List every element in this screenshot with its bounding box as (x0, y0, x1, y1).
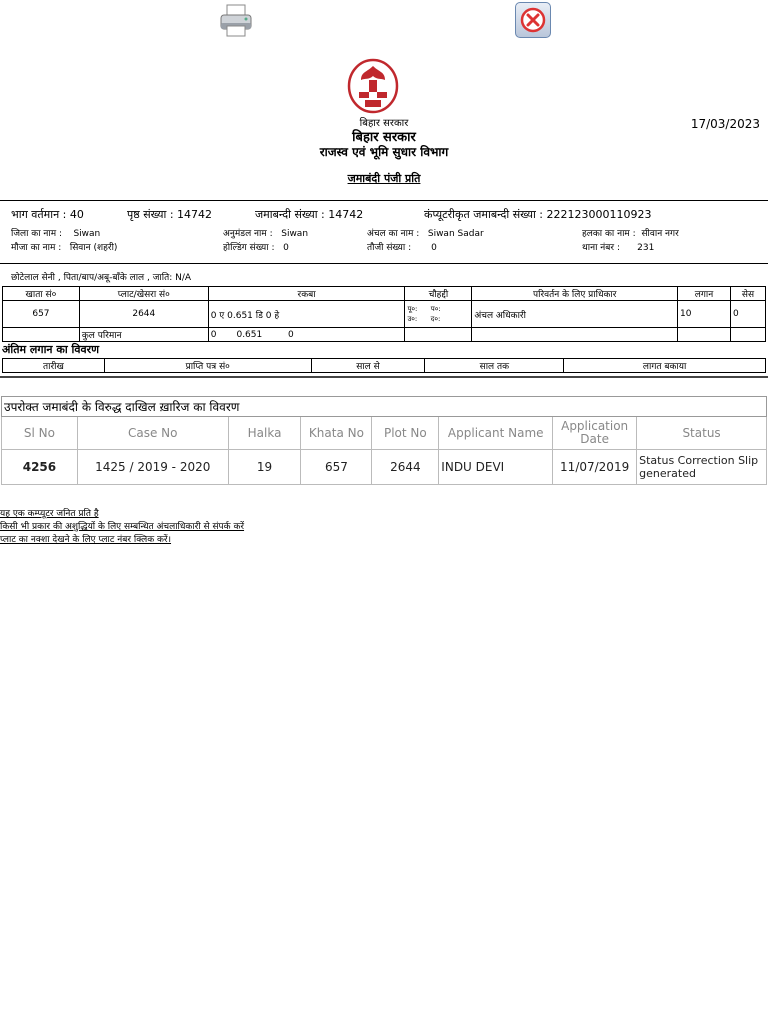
computerized-jamabandi-field: कंप्यूटरीकृत जमाबन्दी संख्या : 222123000110923 (424, 208, 652, 221)
total-area: 0 0.651 0 (208, 328, 405, 342)
details-divider (0, 263, 768, 264)
holding-field: होल्डिंग संख्या : 0 (223, 243, 289, 253)
halka-field: हलका का नाम : सीवान नगर (582, 229, 679, 239)
lagan-section-title: अंतिम लगान का विवरण (2, 343, 100, 356)
bihar-emblem-icon (347, 58, 399, 114)
mauza-field: मौजा का नाम : सिवान (शहरी) (11, 243, 118, 253)
tauzi-field: तौजी संख्या : 0 (367, 243, 437, 253)
footer-note-2: किसी भी प्रकार की अशुद्धियों के लिए सम्बन्धित अंचलाधिकारी से संपर्क करें (0, 522, 245, 532)
thana-field: थाना नंबर : 231 (582, 243, 655, 253)
footer-note-3: प्लाट का नक्शा देखने के लिए प्लाट नंबर क्लिक करें। (0, 535, 172, 545)
document-title: जमाबंदी पंजी प्रति (347, 172, 421, 185)
mutation-table-header: Sl No Case No Halka Khata No Plot No Applicant Name Application Date Status (2, 417, 767, 450)
table-row: कुल परिमान 0 0.651 0 (3, 328, 766, 342)
printer-icon (218, 2, 254, 38)
district-field: जिला का नाम : Siwan (11, 229, 101, 239)
plot-link[interactable]: 2644 (79, 301, 208, 328)
lagan-table (2, 358, 766, 373)
chauhaddi-cell: पू०: प०: उ०: द०: (405, 301, 472, 328)
land-table-header: खाता सं० प्लाट/खेसरा सं० रकबा चौहद्दी परिवर्तन के लिए प्राधिकार लगान सेस (3, 287, 766, 301)
lagan-table-header: तारीख प्राप्ति पत्र सं० साल से साल तक लागत बकाया (3, 359, 766, 373)
table-row: 4256 1425 / 2019 - 2020 19 657 2644 INDU DEVI 11/07/2019 Status Correction Slip generated (2, 450, 767, 485)
emblem-caption: बिहार सरकार (359, 118, 409, 129)
lagan-divider (0, 376, 768, 378)
government-name: बिहार सरकार (352, 130, 416, 145)
footer-note-1: यह एक कम्प्यूटर जनित प्रति है (0, 509, 99, 519)
land-table (2, 286, 766, 342)
page-number-field: पृष्ठ संख्या : 14742 (127, 208, 213, 221)
jamabandi-number-field: जमाबन्दी संख्या : 14742 (255, 208, 364, 221)
status-cell: Status Correction Slip generated (637, 450, 767, 485)
close-icon (520, 7, 546, 33)
department-name: राजस्व एवं भूमि सुधार विभाग (319, 145, 449, 159)
print-date: 17/03/2023 (690, 117, 760, 131)
mutation-table (1, 396, 767, 485)
print-button[interactable] (218, 2, 254, 38)
circle-field: अंचल का नाम : Siwan Sadar (367, 229, 484, 239)
owner-line: छोटेलाल सेनी , पिता/बाप/अबू-बाँके लाल , जाति: N/A (11, 273, 192, 283)
subdivision-field: अनुमंडल नाम : Siwan (223, 229, 309, 239)
bhag-field: भाग वर्तमान : 40 (11, 208, 84, 221)
close-button[interactable] (515, 2, 551, 38)
top-divider (0, 200, 768, 201)
table-row: 657 2644 0 ए 0.651 डि 0 हे पू०: प०: उ०: द०: अंचल अधिकारी 10 0 (3, 301, 766, 328)
mutation-section-title: उपरोक्त जमाबंदी के विरुद्ध दाखिल ख़ारिज का विवरण (2, 397, 767, 417)
